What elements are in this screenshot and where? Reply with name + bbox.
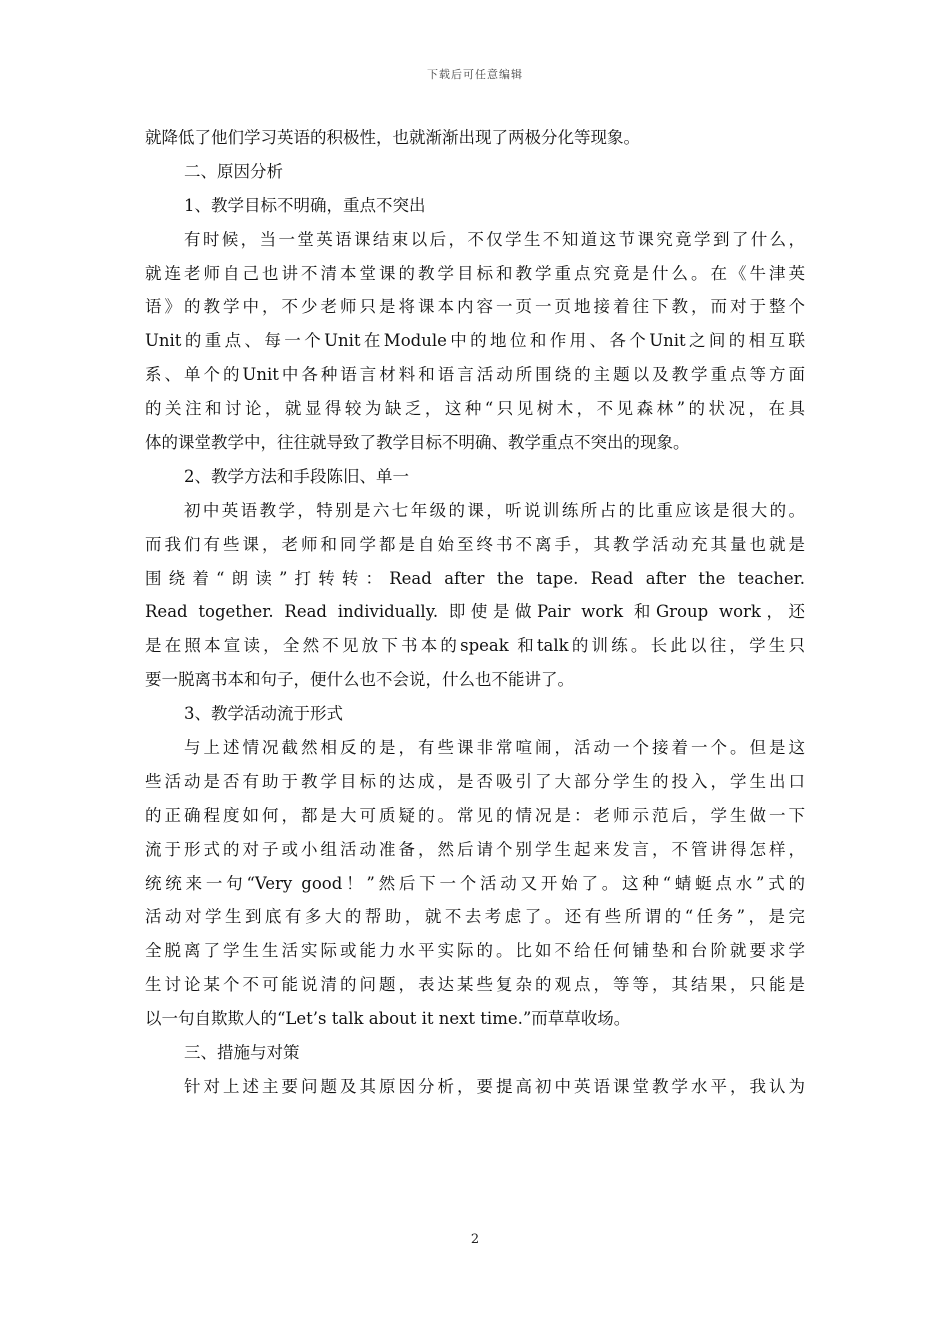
text-line: 语》的教学中，不少老师只是将课本内容一页一页地接着往下教，而对于整个 bbox=[145, 297, 805, 317]
text-line: 2、教学方法和手段陈旧、单一 bbox=[184, 466, 409, 486]
text-line: 系、单个的Unit中各种语言材料和语言活动所围绕的主题以及教学重点等方面 bbox=[145, 365, 805, 385]
text-line: 有时候，当一堂英语课结束以后，不仅学生不知道这节课究竟学到了什么， bbox=[184, 229, 805, 249]
text-line: 3、教学活动流于形式 bbox=[184, 704, 343, 724]
text-line: Read together. Read individually. 即使是做Pair work 和Group work，还 bbox=[145, 602, 805, 622]
text-line: 与上述情况截然相反的是，有些课非常喧闹，活动一个接着一个。但是这 bbox=[184, 738, 805, 758]
text-line: 全脱离了学生生活实际或能力水平实际的。比如不给任何铺垫和台阶就要求学 bbox=[145, 941, 805, 961]
text-line: 些活动是否有助于教学目标的达成，是否吸引了大部分学生的投入，学生出口 bbox=[145, 771, 805, 791]
text-line: Unit的重点、每一个Unit在Module中的地位和作用、各个Unit之间的相互联 bbox=[145, 331, 805, 351]
text-line: 1、教学目标不明确，重点不突出 bbox=[184, 195, 426, 215]
text-line: 要一脱离书本和句子，便什么也不会说，什么也不能讲了。 bbox=[145, 670, 574, 690]
text-line: 而我们有些课，老师和同学都是自始至终书不离手，其教学活动充其量也就是 bbox=[145, 534, 805, 554]
page-number: 2 bbox=[470, 1232, 480, 1247]
text-line: 三、措施与对策 bbox=[184, 1043, 300, 1063]
text-line: 体的课堂教学中，往往就导致了教学目标不明确、教学重点不突出的现象。 bbox=[145, 433, 690, 453]
page-header: 下载后可任意编辑 bbox=[427, 68, 523, 81]
text-line: 统统来一句“Very good！”然后下一个活动又开始了。这种“蜻蜓点水”式的 bbox=[145, 873, 805, 893]
document-body bbox=[145, 121, 805, 1104]
text-line: 流于形式的对子或小组活动准备，然后请个别学生起来发言，不管讲得怎样， bbox=[145, 839, 805, 859]
text-line: 初中英语教学，特别是六七年级的课，听说训练所占的比重应该是很大的。 bbox=[184, 500, 805, 520]
text-line: 就降低了他们学习英语的积极性，也就渐渐出现了两极分化等现象。 bbox=[145, 128, 640, 147]
text-line: 以一句自欺欺人的“Let’s talk about it next time.”而草草收场。 bbox=[145, 1009, 631, 1029]
text-line: 的正确程度如何，都是大可质疑的。常见的情况是：老师示范后，学生做一下 bbox=[145, 805, 805, 825]
text-line: 围绕着“朗读”打转转：Read after the tape. Read after the teacher. bbox=[145, 568, 805, 588]
text-line: 就连老师自己也讲不清本堂课的教学目标和教学重点究竟是什么。在《牛津英 bbox=[145, 263, 805, 283]
text-line: 是在照本宣读，全然不见放下书本的speak 和talk的训练。长此以往，学生只 bbox=[145, 636, 805, 656]
text-line: 生讨论某个不可能说清的问题，表达某些复杂的观点，等等，其结果，只能是 bbox=[145, 975, 805, 995]
text-line: 的关注和讨论，就显得较为缺乏，这种“只见树木，不见森林”的状况，在具 bbox=[145, 399, 805, 419]
text-line: 活动对学生到底有多大的帮助，就不去考虑了。还有些所谓的“任务”，是完 bbox=[145, 907, 805, 927]
text-line: 针对上述主要问题及其原因分析，要提高初中英语课堂教学水平，我认为 bbox=[184, 1076, 805, 1096]
text-line: 二、原因分析 bbox=[184, 161, 283, 181]
